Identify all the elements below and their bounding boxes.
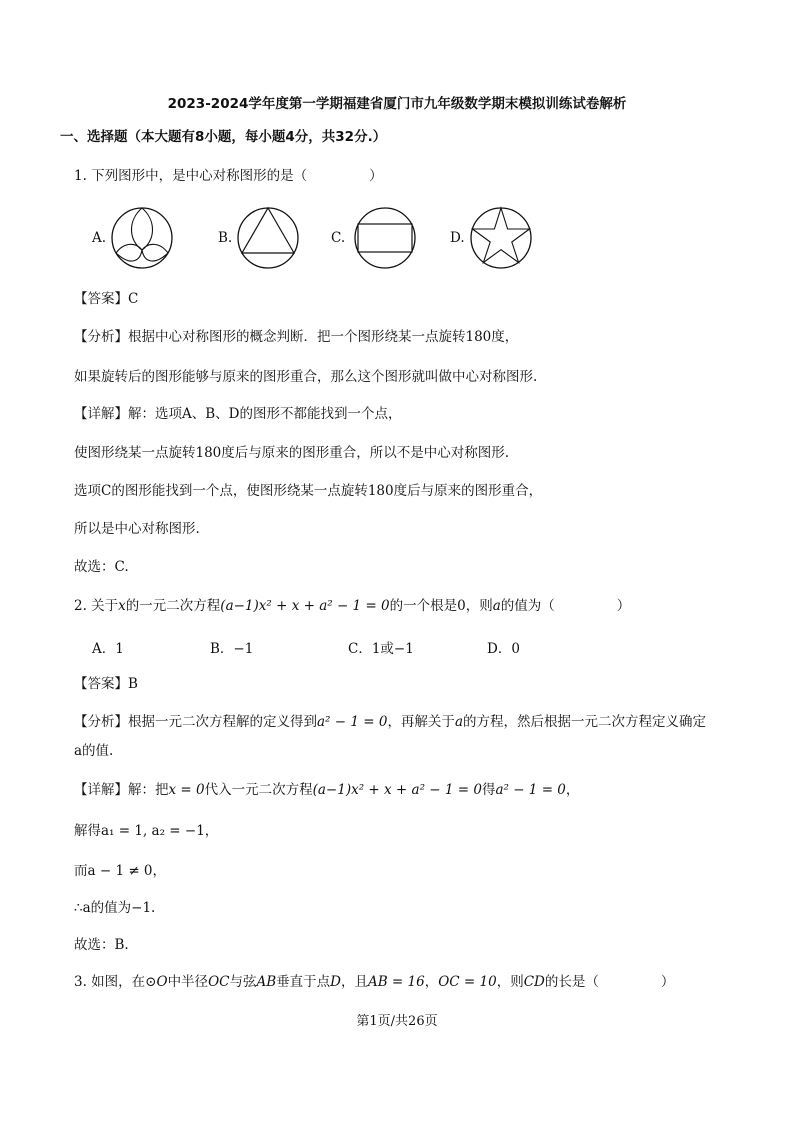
q1-option-c-label: C. <box>331 230 346 246</box>
q2-choice-b: B．−1 <box>210 641 254 657</box>
q2-choice-d: D．0 <box>487 641 520 657</box>
q2-choice-c: C．1或−1 <box>348 641 414 657</box>
q1-analysis-line-1: 【分析】根据中心对称图形的概念判断．把一个图形绕某一点旋转180度， <box>74 329 519 345</box>
q2-analysis-line-1: 【分析】根据一元二次方程解的定义得到a² − 1 = 0，再解关于a的方程，然后根据一元二次方程定义确定 <box>74 714 706 730</box>
q2-detail-line-2: 解得a₁ = 1, a₂ = −1， <box>74 823 219 839</box>
q2-analysis-line-2: a的值. <box>74 743 114 759</box>
q1-option-b-label: B. <box>218 230 233 246</box>
q1-answer: 【答案】C <box>74 291 139 307</box>
q1-detail-line-5: 故选：C. <box>74 559 129 575</box>
q2-stem: 2. 关于x的一元二次方程(a−1)x² + x + a² − 1 = 0的一个根是0，则a的值为（ ） <box>74 598 631 614</box>
q1-option-d-label: D. <box>450 230 465 246</box>
q2-detail-line-5: 故选：B. <box>74 937 129 953</box>
q1-figure-a <box>110 206 174 270</box>
q1-detail-line-1: 【详解】解：选项A、B、D的图形不都能找到一个点， <box>74 406 402 422</box>
q2-answer: 【答案】B <box>74 676 138 692</box>
q3-stem: 3. 如图，在⊙O中半径OC与弦AB垂直于点D，且AB = 16，OC = 10，则CD的长是（ ） <box>74 974 675 990</box>
q2-choice-a: A．1 <box>92 641 124 657</box>
q1-detail-line-2: 使图形绕某一点旋转180度后与原来的图形重合，所以不是中心对称图形. <box>74 445 510 461</box>
q2-equation: (a−1)x² + x + a² − 1 = 0 <box>220 598 390 614</box>
q1-figure-c <box>349 206 421 270</box>
q1-figure-d <box>468 206 534 270</box>
q1-detail-line-4: 所以是中心对称图形. <box>74 521 200 537</box>
section-heading: 一、选择题（本大题有8小题，每小题4分，共32分.） <box>60 129 387 145</box>
q2-detail-line-1: 【详解】解：把x = 0代入一元二次方程(a−1)x² + x + a² − 1 = 0得a² − 1 = 0， <box>74 782 580 798</box>
q1-analysis-line-2: 如果旋转后的图形能够与原来的图形重合，那么这个图形就叫做中心对称图形. <box>74 369 538 385</box>
q1-figure-b <box>236 206 300 270</box>
q2-detail-line-4: ∴a的值为−1. <box>74 900 156 916</box>
page-footer: 第1页/共26页 <box>356 1014 438 1029</box>
q1-option-a-label: A. <box>92 230 107 246</box>
q2-detail-line-3: 而a − 1 ≠ 0， <box>74 863 167 879</box>
q1-detail-line-3: 选项C的图形能找到一个点，使图形绕某一点旋转180度后与原来的图形重合， <box>74 483 543 499</box>
document-title: 2023-2024学年度第一学期福建省厦门市九年级数学期末模拟训练试卷解析 <box>167 96 627 112</box>
q1-stem: 1. 下列图形中，是中心对称图形的是（ ） <box>74 168 383 184</box>
